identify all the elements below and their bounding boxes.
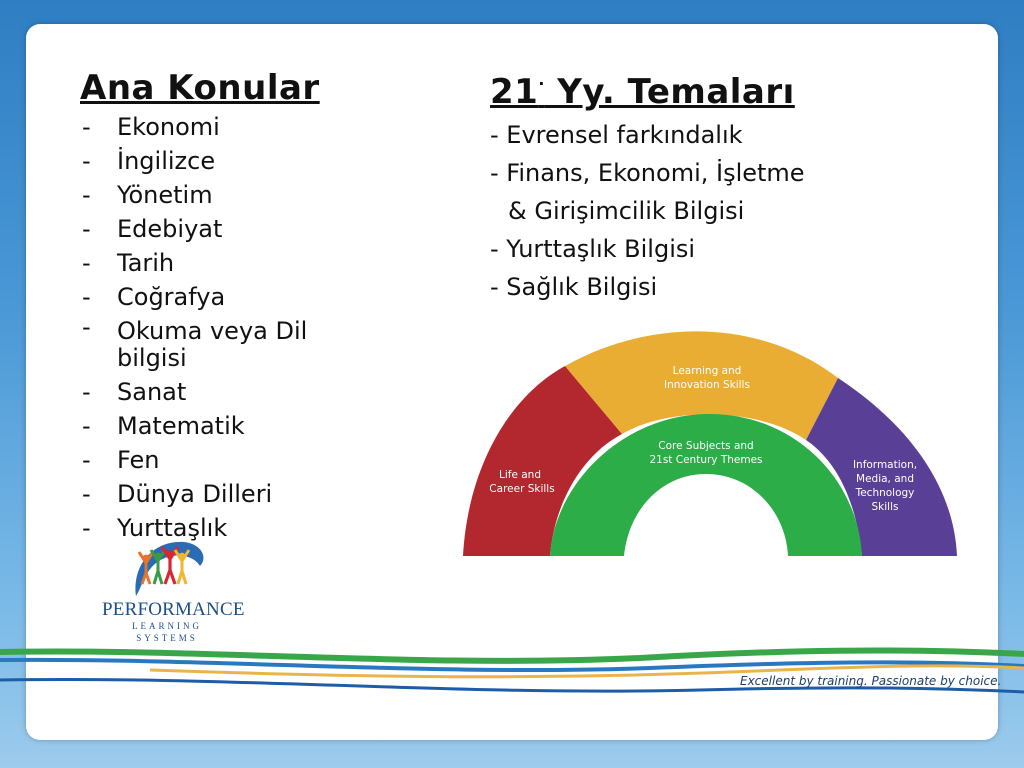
info-media-tech-label-4: Skills (871, 501, 899, 513)
list-item: - Yurttaşlık (82, 514, 228, 542)
theme-item: - Sağlık Bilgisi (490, 273, 658, 301)
theme-item: - Evrensel farkındalık (490, 121, 743, 149)
main-topics-list (80, 110, 380, 545)
logo-wordmark (102, 599, 245, 644)
list-item: - Yönetim (82, 181, 213, 209)
learning-innovation-label-2: Innovation Skills (664, 379, 750, 391)
footer-tagline: Excellent by training. Passionate by choice. (740, 674, 1002, 688)
core-subjects-label-1: Core Subjects and (658, 440, 754, 452)
theme-item: - Finans, Ekonomi, İşletme (490, 159, 805, 187)
century-themes-heading: 21· Yy. Temaları (490, 72, 795, 112)
skills-rainbow-diagram (460, 326, 960, 558)
list-item: - Ekonomi (82, 113, 220, 141)
info-media-tech-label-1: Information, (852, 459, 918, 471)
theme-item: & Girişimcilik Bilgisi (508, 197, 745, 225)
list-item: - Matematik (82, 412, 245, 440)
list-item: - Dünya Dilleri (82, 480, 273, 508)
list-item: - Okuma veya Dil bilgisi (82, 313, 308, 372)
info-media-tech-label-3: Technology (855, 487, 915, 499)
list-item: - İngilizce (82, 147, 216, 175)
theme-item: - Yurttaşlık Bilgisi (490, 235, 696, 263)
life-career-label-2: Career Skills (489, 483, 555, 495)
life-career-label-1: Life and (498, 469, 542, 481)
list-item: - Tarih (82, 249, 175, 277)
logo-line-2: LEARNING SYSTEMS (132, 621, 202, 643)
list-item: - Edebiyat (82, 215, 223, 243)
main-topics-heading: Ana Konular (80, 68, 320, 108)
learning-innovation-label-1: Learning and (672, 365, 742, 377)
century-themes-column (490, 72, 950, 306)
logo-line-1: PERFORMANCE (102, 599, 245, 620)
core-subjects-label-2: 21st Century Themes (649, 454, 763, 466)
list-item: - Coğrafya (82, 283, 226, 311)
list-item: - Sanat (82, 378, 187, 406)
info-media-tech-label-2: Media, and (856, 473, 914, 485)
main-topics-column (80, 68, 380, 545)
list-item: - Fen (82, 446, 160, 474)
